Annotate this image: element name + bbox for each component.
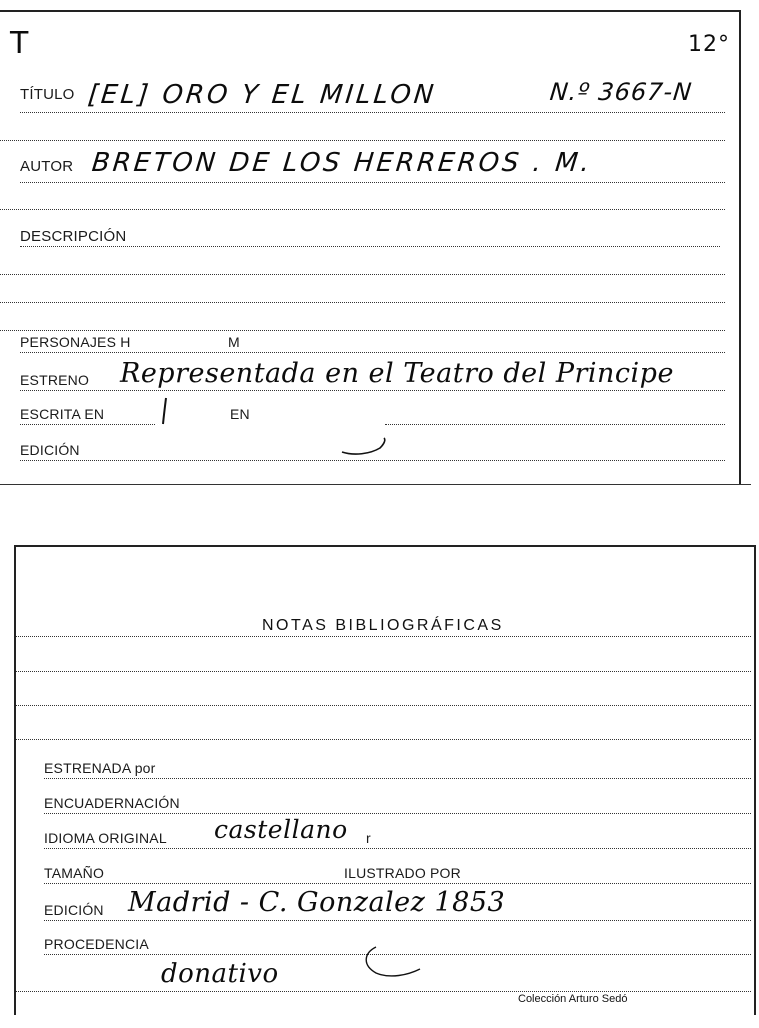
autor-label: AUTOR [20,158,74,175]
descripcion-line-2 [0,274,725,275]
titulo-line [20,112,725,113]
personajes-label: PERSONAJES H [20,334,131,350]
procedencia-label: PROCEDENCIA [44,936,149,952]
collection-stamp: Colección Arturo Sedó [518,993,628,1005]
front-card-bottom-edge [0,484,751,485]
estreno-line [20,390,725,391]
estreno-label: ESTRENO [20,372,90,388]
tamano-label: TAMAÑO [44,865,105,881]
tamano-line [44,883,751,884]
notas-heading: NOTAS BIBLIOGRÁFICAS [262,617,504,634]
handwritten-bracket [356,943,436,983]
encuadernacion-line [44,813,751,814]
handwritten-tick [340,436,390,458]
idioma-value: castellano [214,815,348,844]
titulo-value: [EL] ORO Y EL MILLON [86,80,438,110]
procedencia-line-2 [16,991,751,992]
escrita-en-line [20,424,155,425]
autor-line [20,182,725,183]
edicion-back-value: Madrid - C. Gonzalez 1853 [128,887,506,918]
descripcion-line-3 [0,302,725,303]
edicion-line [20,460,725,461]
estrenada-label: ESTRENADA por [44,760,156,776]
titulo-line-2 [0,140,725,141]
notas-line-2 [16,671,751,672]
en-label: EN [230,406,250,422]
estreno-value: Representada en el Teatro del Principe [120,358,674,389]
personajes-line [20,352,725,353]
encuadernacion-label: ENCUADERNACIÓN [44,795,180,811]
card-number: 12° [688,32,730,57]
edicion-label: EDICIÓN [20,442,80,458]
notas-line-1 [16,636,751,637]
edicion-back-line [44,920,751,921]
escrita-en-label: ESCRITA EN [20,406,105,422]
descripcion-line [20,246,720,247]
edicion-back-label: EDICIÓN [44,902,104,918]
en-line [385,424,725,425]
handwritten-stroke [160,396,170,426]
autor-value: BRETON DE LOS HERREROS . M. [90,148,594,178]
personajes-m-label: M [228,334,240,350]
corner-mark: T [10,26,32,61]
autor-line-2 [0,209,725,210]
titulo-label: TÍTULO [20,86,75,103]
idioma-suffix: r [366,830,371,846]
ilustrado-label: ILUSTRADO POR [344,865,461,881]
catalog-card-front [0,10,741,484]
catalog-card-back [14,545,756,1015]
procedencia-value: donativo [161,959,279,989]
idioma-line [44,848,751,849]
idioma-label: IDIOMA ORIGINAL [44,830,167,846]
notas-line-3 [16,705,751,706]
notas-line-4 [16,739,751,740]
catalog-number: N.º 3667-N [548,78,694,106]
estrenada-line [44,778,751,779]
descripcion-line-4 [0,330,725,331]
descripcion-label: DESCRIPCIÓN [20,228,127,245]
